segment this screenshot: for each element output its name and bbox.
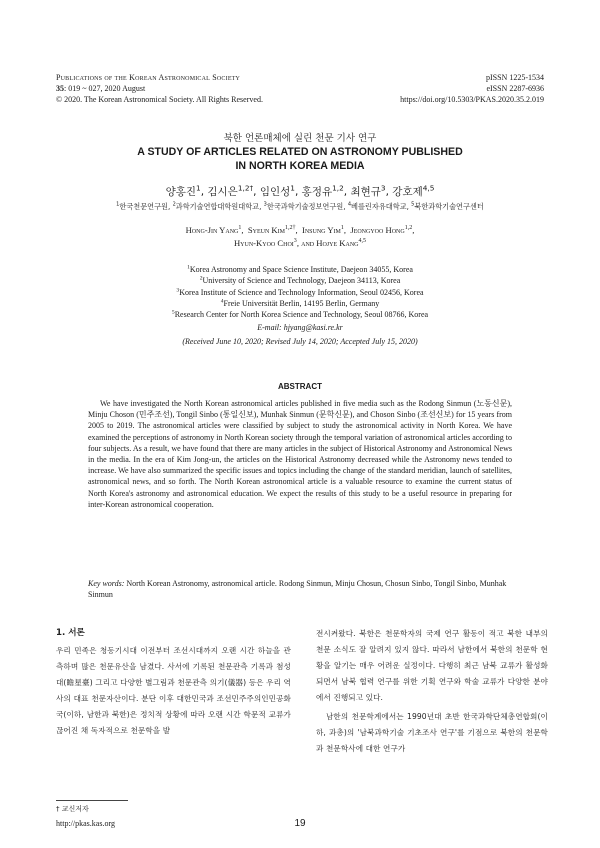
author-ko: 양홍진$^1$ [165,183,201,198]
header-right [400,72,544,105]
title-english-line2: IN NORTH KOREA MEDIA [235,159,365,172]
title-korean: 북한 언론매체에 실린 천문 기사 연구 [223,133,377,144]
author-en: Syeun Kim$^{1,2\dagger}$ [247,225,296,235]
title-block [56,132,544,172]
affiliations-korean: $^1$한국천문연구원, $^2$과학기술연합대학원대학교, $^3$한국과학기술정보연구원, $^4$베를린자유대학교, $^5$북한과학기술연구센터 [116,201,484,211]
affiliation-en: $^1$Korea Astronomy and Space Science Institute, Daejeon 34055, Korea [187,264,413,274]
author-ko: 최현규$^3$ [350,183,386,198]
keywords-text: North Korean Astronomy, astronomical article. Rodong Sinmun, Minju Chosun, Chosun Sinbo, Tongil Sinbo, Munhak Sinmun [88,579,507,600]
volume-line [56,83,263,94]
journal-name: Publications of the Korean Astronomical Society [56,73,241,82]
affiliations-english [56,264,544,320]
keywords-label: Key words: [88,579,125,588]
author-ko: 김시은$^{1,2\dagger}$ [207,183,254,198]
copyright: © 2020. The Korean Astronomical Society. All Rights Reserved. [56,95,263,104]
eissn: eISSN 2287-6936 [486,84,544,93]
author-en: Jeongyoo Hong$^{1,2}$ [350,225,413,235]
title-english-line1: A STUDY OF ARTICLES RELATED ON ASTRONOMY PUBLISHED [137,146,463,158]
intro-paragraph-3: 남한의 천문학계에서는 1990년대 초반 한국과학단체총연합회(이하, 과총)의 '남북과학기술 기초조사 연구'를 기점으로 북한의 천문학과 천문학사에 대한 연구가 [316,712,548,753]
authors-korean: 양홍진$^1$, 김시은$^{1,2\dagger}$, 임인성$^1$, 홍정유$^{1,2}$, 최현규$^3$, 강호제$^{4,5}$ [165,183,435,198]
authors-english: Hong-Jin Yang$^1$, Syeun Kim$^{1,2\dagger}$, Insung Yim$^1$, Jeongyoo Hong$^{1,2}$, Hyun-Kyoo Choi$^3$, and Hojye Kang$^{4,5}$ [185,225,415,248]
affiliation-en: $^3$Korea Institute of Science and Technology Information, Seoul 02456, Korea [176,286,424,297]
intro-paragraph-1: 우리 민족은 청동기시대 이전부터 조선시대까지 오랜 시간 하늘을 관측하며 많은 천문유산을 남겼다. 사서에 기록된 천문관측 기록과 첨성대(瞻星臺) 그리고 다양한 별그림과 천문관측 의기(儀器) 등은 우리 역사의 대표 천문자산이다. 분단 이후 대한민국과 조선민주주의인민공화국(이하, 남한과 북한)은 정치적 상황에 따라 오랜 시간 학문적 교류가 끊어진 채 독자적으로 천문학을 발 [56,646,291,735]
footnote-corresponding: † 교신저자 [56,805,89,813]
header-left [56,72,263,105]
affiliation-en: $^5$Research Center for North Korea Science and Technology, Seoul 08766, Korea [171,309,429,320]
abstract-text: We have investigated the North Korean astronomical articles published in five media such as the Rodong Sinmun (노동신문), Minju Choson (민주조선), Tongil Sinbo (통일신보), Munhak Sinmun (문학신문), and Choson Sinbo (조선신보) for 15 years from 2005 to 2019. The astronomical articles were classified by subject to study the astronomical activity in North Korea. We have examined the perceptions of astronomy in North Korean society through the temporal variation of astronomical articles according to four subjects. As a result, we have found that there are many articles in the subject of Historical Astronomy and Astronomical News in the media. In the era of Kim Jong-un, the articles on the Historical Astronomy decreased while the Astronomy news tended to increase. We have also summarized the specific issues and topics including the change of the standard meridian, launch of satellites, astronomical news, and so forth. The North Korean astronomical article is a valuable resource to examine the current status of North Korea's astronomy and astronomical education. We expect the results of this study to be a useful resource in preparing for inter-Korean astronomical cooperation. [88,399,512,509]
pissn: pISSN 1225-1534 [485,73,544,82]
doi-link[interactable]: https://doi.org/10.5303/PKAS.2020.35.2.019 [400,95,544,104]
footnote-rule [56,800,128,801]
affiliation-en: $^2$University of Science and Technology, Daejeon 34113, Korea [199,275,401,286]
intro-paragraph-2: 전시켜왔다. 북한은 천문학자의 국제 연구 활동이 적고 북한 내부의 천문 소식도 잘 알려지 있지 않다. 따라서 남한에서 북한의 천문학 현황을 알기는 매우 어려운 실정이다. 다행히 최근 남북 교류가 활성화되면서 남북 협력 연구를 위한 기획 연구와 학술 교류가 다양한 분야에서 진행되고 있다. [316,629,548,702]
footer-url[interactable]: http://pkas.kas.org [56,819,115,828]
author-en: Hojye Kang$^{4,5}$ [316,238,367,248]
author-en: Insung Yim$^1$ [301,225,344,235]
affiliation-ko: $^2$과학기술연합대학원대학교 [172,201,260,211]
author-en: Hyun-Kyoo Choi$^3$ [233,238,297,248]
affiliation-ko: $^5$북한과학기술연구센터 [411,201,484,211]
affiliation-ko: $^3$한국과학기술정보연구원 [263,201,344,211]
section-heading-introduction: 1. 서론 [56,628,85,638]
body-column-right [316,626,548,757]
author-ko: 임인성$^1$ [259,183,295,198]
volume-number: 35 [56,84,64,93]
author-en: Hong-Jin Yang$^1$ [185,225,242,235]
corresponding-email[interactable]: E-mail: hjyang@kasi.re.kr [257,323,343,332]
affiliation-ko: $^1$한국천문연구원 [116,201,168,211]
abstract-heading: ABSTRACT [278,382,322,391]
body-column-left [56,626,291,739]
keywords [88,578,512,600]
page-range: : 019 ~ 027, 2020 August [64,84,146,93]
received-dates: (Received June 10, 2020; Revised July 14, 2020; Accepted July 15, 2020) [182,337,418,346]
author-ko: 홍정유$^{1,2}$ [301,183,344,198]
author-ko: 강호제$^{4,5}$ [392,183,435,198]
affiliation-ko: $^4$베를린자유대학교 [347,201,407,211]
affiliation-en: $^4$Freie Universität Berlin, 14195 Berlin, Germany [220,298,380,308]
page-number: 19 [294,818,306,829]
